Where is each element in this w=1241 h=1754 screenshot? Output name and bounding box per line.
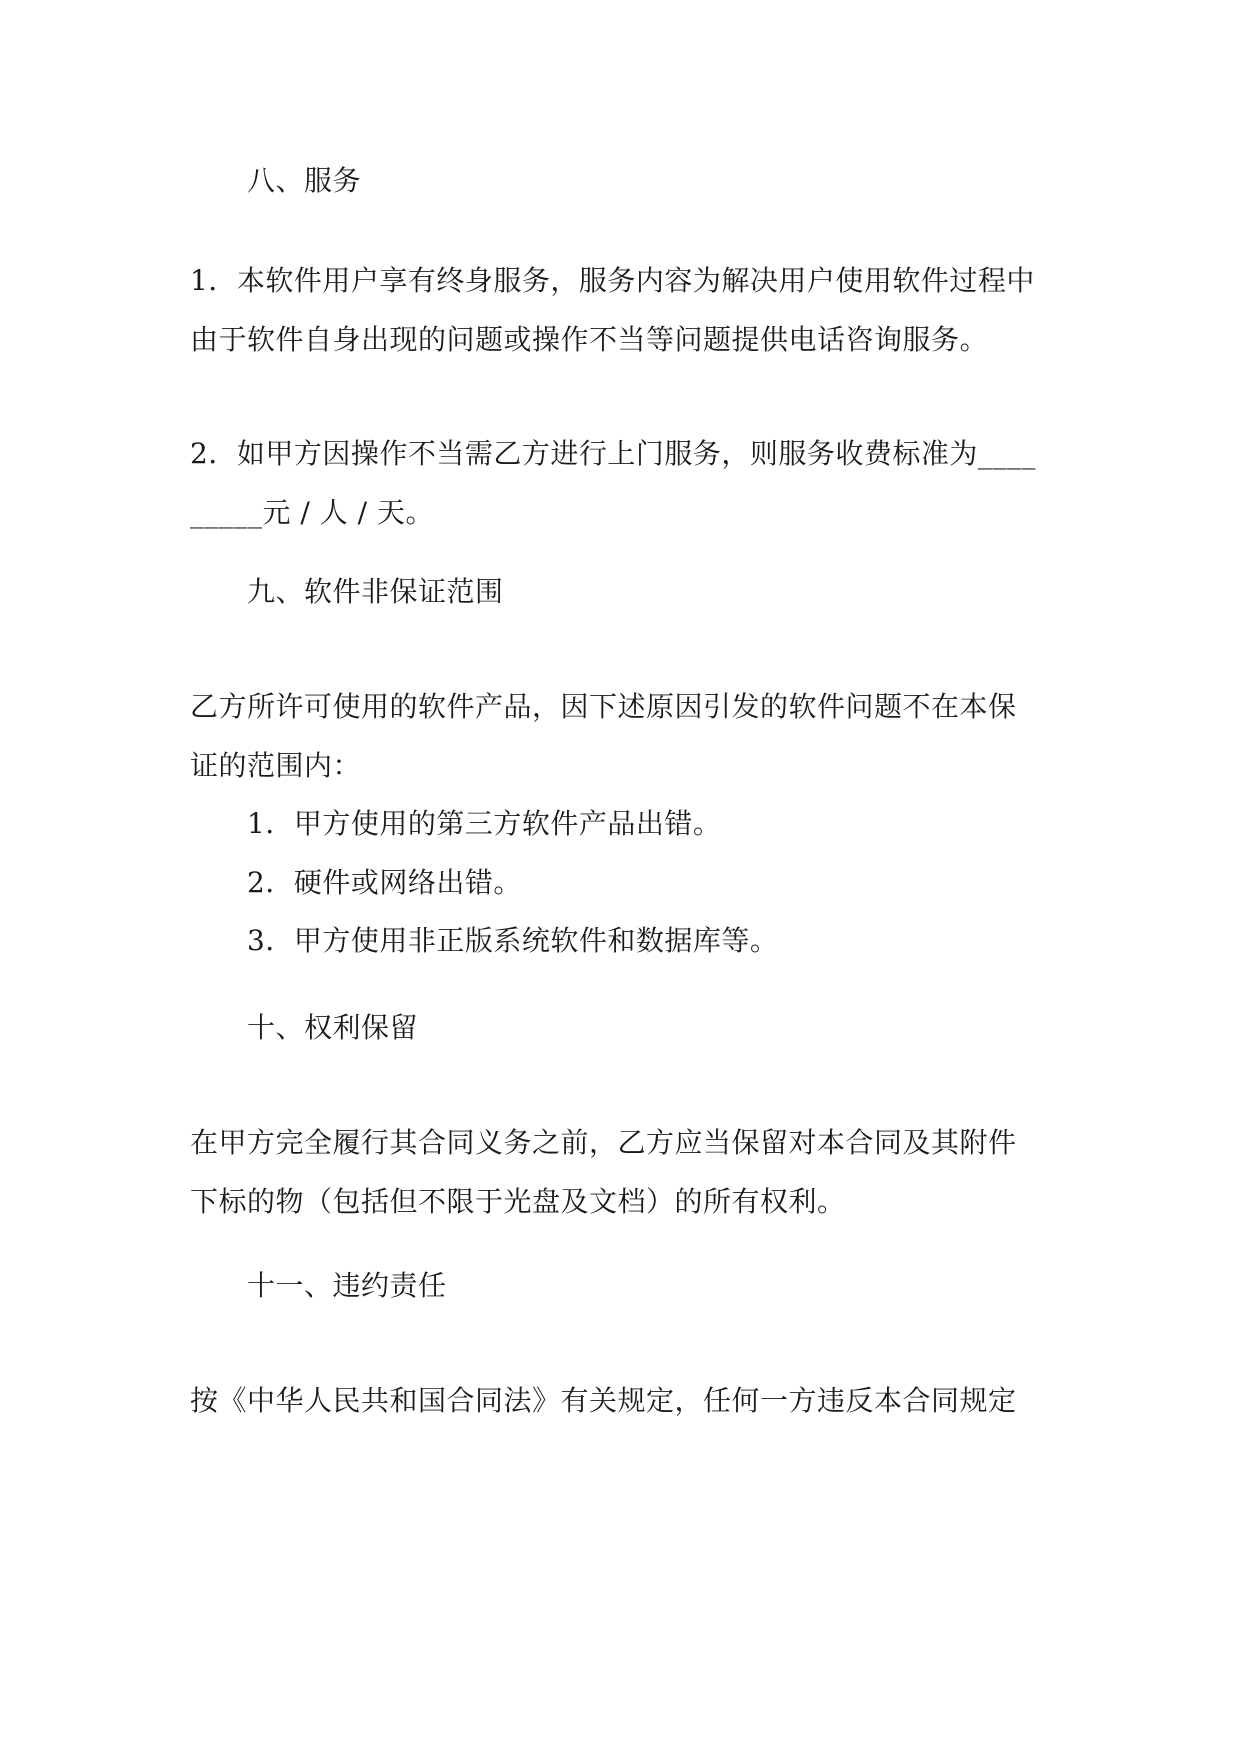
paragraph-line: 在甲方完全履行其合同义务之前，乙方应当保留对本合同及其附件 bbox=[190, 1126, 1017, 1159]
paragraph-line: _____元 / 人 / 天。 bbox=[190, 496, 434, 529]
paragraph-line: 乙方所许可使用的软件产品，因下述原因引发的软件问题不在本保 bbox=[190, 690, 1017, 723]
list-item: 1．甲方使用的第三方软件产品出错。 bbox=[247, 807, 722, 840]
list-item: 3．甲方使用非正版系统软件和数据库等。 bbox=[247, 924, 779, 957]
section-heading-non-warranty: 九、软件非保证范围 bbox=[247, 575, 504, 608]
paragraph-line: 下标的物（包括但不限于光盘及文档）的所有权利。 bbox=[190, 1185, 846, 1218]
paragraph-line: 2．如甲方因操作不当需乙方进行上门服务，则服务收费标准为____ bbox=[190, 437, 1036, 470]
list-item: 2．硬件或网络出错。 bbox=[247, 866, 522, 899]
paragraph-line: 由于软件自身出现的问题或操作不当等问题提供电话咨询服务。 bbox=[190, 323, 989, 356]
section-heading-liability: 十一、违约责任 bbox=[247, 1269, 447, 1302]
section-heading-rights: 十、权利保留 bbox=[247, 1011, 419, 1044]
paragraph-line: 证的范围内： bbox=[190, 749, 362, 782]
paragraph-line: 1．本软件用户享有终身服务，服务内容为解决用户使用软件过程中 bbox=[190, 264, 1035, 297]
section-heading-service: 八、服务 bbox=[247, 164, 362, 197]
paragraph-line: 按《中华人民共和国合同法》有关规定，任何一方违反本合同规定 bbox=[190, 1384, 1017, 1417]
